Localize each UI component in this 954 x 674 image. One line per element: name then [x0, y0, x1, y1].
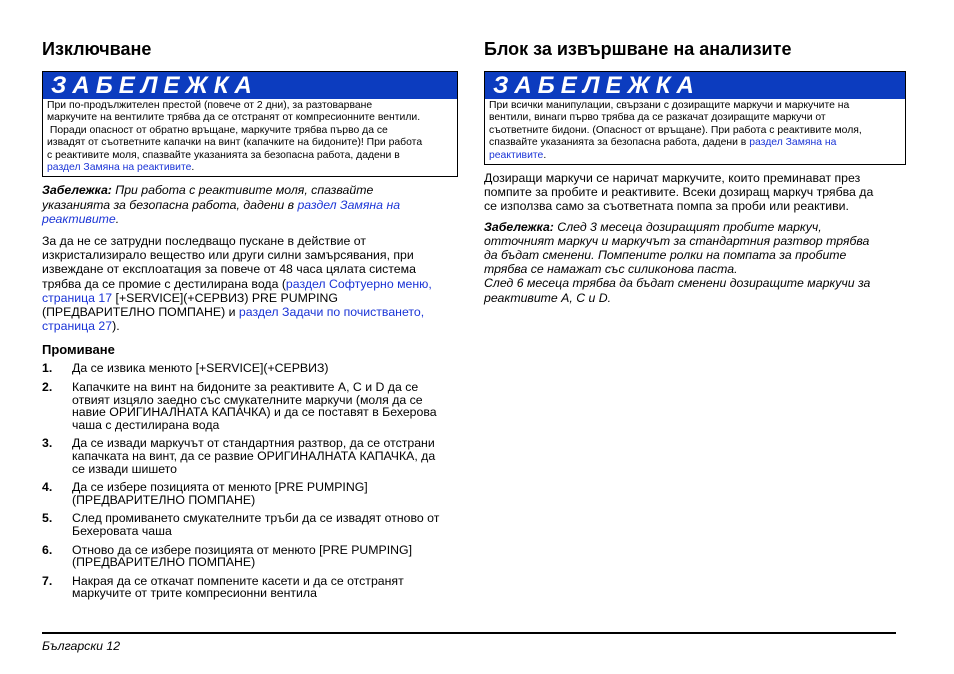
- link-reagents[interactable]: реактивите: [489, 149, 544, 161]
- link-cleaning-tasks[interactable]: раздел Задачи по почистването,: [238, 305, 425, 320]
- link-reagent-replacement-remark[interactable]: раздел Замяна на: [297, 197, 401, 212]
- remark: Забележка: След 3 месеца дозиращият пробите маркуч, отточният маркуч и маркучът за стандартния разтвор трябва да бъдат сменени. Помпените ролки на помпата за пробите трябва се намажат със силиконова паста. След 6 месеца трябва да бъдат сменени дозиращите маркучи за реактивите A, C и D.: [484, 219, 871, 305]
- paragraph-dosing-hoses: Дозиращи маркучи се наричат маркучите, които преминават през помпите за пробите и реактивите. Всеки дозиращ маркуч трябва да се използва само за съответната помпа за проби или реактиви.: [484, 171, 874, 214]
- list-item: 5. След промиването смукателните тръби да се извадят отново от Бехеровата чаша: [42, 511, 440, 538]
- steps-list: [42, 362, 458, 600]
- link-reagent-replacement[interactable]: раздел Замяна на: [749, 137, 837, 149]
- link-software-menu[interactable]: раздел Софтуерно меню,: [285, 276, 432, 291]
- note-title: ЗАБЕЛЕЖКА: [485, 72, 905, 99]
- note-text: При всички манипулации, свързани с дозиращите маркучи и маркучите на вентили, винаги първо трябва да се разкачат дозиращите маркучи от съответните бидони. (Опасност от връщане). При работа с реактивите моля, спазвайте указанията за безопасна работа, дадени в раздел Замяна на реактивите.: [489, 100, 862, 161]
- right-column: [484, 38, 906, 305]
- list-item: 6. Отново да се избере позицията от менюто [PRE PUMPING] (ПРЕДВАРИТЕЛНО ПОМПАНЕ): [42, 542, 413, 570]
- link-reagents[interactable]: реактивите: [42, 211, 116, 226]
- section-heading-analysis-block: Блок за извършване на анализите: [484, 39, 792, 59]
- list-item: 4. Да се избере позицията от менюто [PRE PUMPING] (ПРЕДВАРИТЕЛНО ПОМПАНЕ): [42, 480, 368, 507]
- left-column: [42, 38, 458, 600]
- list-item: 1. Да се извика менюто [+SERVICE](+СЕРВИЗ): [42, 361, 329, 376]
- note-title: ЗАБЕЛЕЖКА: [43, 72, 457, 99]
- note-box: [42, 71, 458, 177]
- link-reagent-replacement[interactable]: раздел Замяна на реактивите: [47, 162, 192, 174]
- list-item: 7. Накрая да се откачат помпените касети и да се отстранят маркучите от трите компресионни вентила: [42, 573, 404, 601]
- list-item: 2. Капачките на винт на бидоните за реактивите A, C и D да се отвият изцяло заедно със смукателните маркучи (моля да се навие ОРИГИНАЛНАТА КАПАЧКА) и да се поставят в Бехерова чаша с дестилирана вода: [42, 380, 437, 432]
- note-box: [484, 71, 906, 165]
- page-footer: Български 12: [42, 639, 121, 653]
- note-text: При по-продължителен престой (повече от 2 дни), за разтоварване маркучите на вентилите трябва да се отстранят от компресионните вентили. Поради опасност от обратно връщане, маркучите трябва първо да се извадят от съответните капачки на винт (капачките на бидоните)! При работа с реактивите моля, спазвайте указанията за безопасна работа, дадени в раздел Замяна на реактивите.: [47, 100, 423, 174]
- link-page-27[interactable]: страница 27: [42, 319, 113, 334]
- section-heading-shutdown: Изключване: [42, 39, 152, 59]
- footer-divider: [42, 632, 896, 634]
- subheading-flushing: Промиване: [42, 342, 115, 358]
- link-page-17[interactable]: страница 17: [42, 290, 113, 305]
- remark: Забележка: При работа с реактивите моля, спазвайте указанията за безопасна работа, дадени в раздел Замяна на реактивите.: [42, 183, 401, 226]
- paragraph-flush: За да не се затрудни последващо пускане в действие от изкристализирало вещество или други силни замърсявания, при извеждане от експлоатация за повече от 48 часа цялата система трябва да се промие с дестилирана вода (раздел Софтуерно меню, страница 17 [+SERVICE](+СЕРВИЗ) PRE PUMPING (ПРЕДВАРИТЕЛНО ПОМПАНЕ) и раздел Задачи по почистването, страница 27).: [42, 234, 432, 334]
- list-item: 3. Да се извади маркучът от стандартния разтвор, да се отстрани капачката на винт, да се развие ОРИГИНАЛНАТА КАПАЧКА, да се извади шишето: [42, 436, 436, 476]
